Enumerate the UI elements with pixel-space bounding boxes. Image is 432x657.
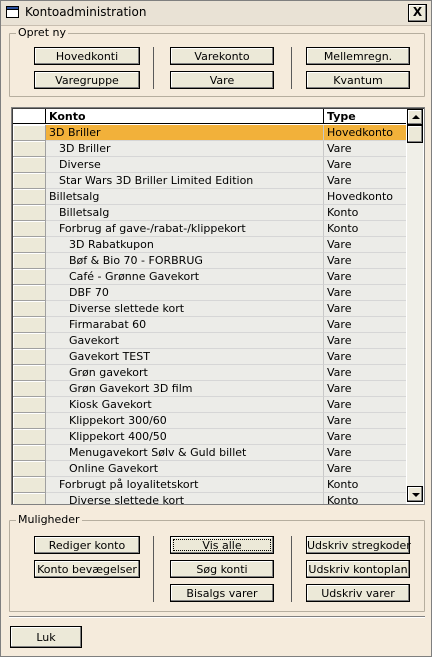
row-selector[interactable] [13,285,46,301]
kvantum-button[interactable]: Kvantum [306,71,410,89]
type-cell[interactable]: Hovedkonto [324,189,406,205]
table-row[interactable] [13,493,406,505]
table-row[interactable] [13,205,406,221]
konto-cell[interactable]: Gavekort [46,333,324,349]
konto-cell[interactable]: Diverse slettede kort [46,301,324,317]
type-cell[interactable]: Vare [324,237,406,253]
type-cell[interactable]: Konto [324,493,406,505]
muligheder-label: Muligheder [18,513,80,526]
konto-cell[interactable]: DBF 70 [46,285,324,301]
type-cell[interactable]: Vare [324,461,406,477]
opret-ny-label: Opret ny [18,26,66,39]
row-selector[interactable] [13,253,46,269]
konto-cell[interactable]: Kiosk Gavekort [46,397,324,413]
type-column-header[interactable]: Type [324,109,406,124]
type-cell[interactable]: Vare [324,285,406,301]
konto-cell[interactable]: Diverse slettede kort [46,493,324,505]
table-row[interactable] [13,349,406,365]
row-selector[interactable] [13,173,46,189]
separator [291,536,292,602]
row-selector[interactable] [13,269,46,285]
type-cell[interactable]: Vare [324,157,406,173]
footer-divider [9,616,425,618]
row-selector[interactable] [13,397,46,413]
table-row[interactable] [13,237,406,253]
table-row[interactable] [13,269,406,285]
konto-cell[interactable]: Menugavekort Sølv & Guld billet [46,445,324,461]
vis-alle-button[interactable]: Vis alle [170,536,274,554]
row-selector[interactable] [13,189,46,205]
table-row[interactable] [13,381,406,397]
row-selector[interactable] [13,493,46,505]
scroll-thumb[interactable] [407,125,423,143]
grid-rows [13,125,406,505]
row-selector[interactable] [13,413,46,429]
table-row[interactable] [13,397,406,413]
arrow-down-icon [412,493,420,497]
type-cell[interactable]: Vare [324,317,406,333]
table-row[interactable] [13,333,406,349]
konto-cell[interactable]: Grøn Gavekort 3D film [46,381,324,397]
separator [291,47,292,89]
konto-cell[interactable]: 3D Rabatkupon [46,237,324,253]
udskriv-varer-button[interactable]: Udskriv varer [306,584,410,602]
row-selector[interactable] [13,429,46,445]
table-row[interactable] [13,125,406,141]
table-row[interactable] [13,429,406,445]
type-cell[interactable]: Konto [324,221,406,237]
row-selector[interactable] [13,221,46,237]
konto-cell[interactable]: Online Gavekort [46,461,324,477]
table-row[interactable] [13,173,406,189]
row-selector[interactable] [13,445,46,461]
table-row[interactable] [13,157,406,173]
type-cell[interactable]: Vare [324,173,406,189]
window-title: Kontoadministration [25,5,147,19]
mellemregn-button[interactable]: Mellemregn. [306,47,410,65]
close-button[interactable]: X [408,4,427,22]
type-cell[interactable]: Konto [324,205,406,221]
konto-cell[interactable]: 3D Briller [46,125,324,141]
konto-cell[interactable]: Billetsalg [46,205,324,221]
vare-button[interactable]: Vare [170,71,274,89]
konto-cell[interactable]: Billetsalg [46,189,324,205]
vertical-scrollbar[interactable] [407,109,423,502]
scroll-down-button[interactable] [407,486,423,502]
grid-header [13,109,406,125]
bisalgs-varer-button[interactable]: Bisalgs varer [170,584,274,602]
table-row[interactable] [13,413,406,429]
konto-cell[interactable]: Forbrugt på loyalitetskort [46,477,324,493]
row-selector[interactable] [13,477,46,493]
type-cell[interactable]: Vare [324,349,406,365]
konto-cell[interactable]: Firmarabat 60 [46,317,324,333]
konto-cell[interactable]: Forbrug af gave-/rabat-/klippekort [46,221,324,237]
type-cell[interactable]: Vare [324,269,406,285]
luk-button[interactable]: Luk [10,626,82,648]
table-row[interactable] [13,221,406,237]
varegruppe-button[interactable]: Varegruppe [34,71,140,89]
title-bar [1,1,431,26]
table-row[interactable] [13,477,406,493]
row-selector[interactable] [13,349,46,365]
row-selector-header [13,109,46,124]
soeg-konti-button[interactable]: Søg konti [170,560,274,578]
konto-cell[interactable]: Bøf & Bio 70 - FORBRUG [46,253,324,269]
konto-cell[interactable]: Grøn gavekort [46,365,324,381]
type-cell[interactable]: Vare [324,333,406,349]
separator [153,47,154,89]
konto-cell[interactable]: Gavekort TEST [46,349,324,365]
scroll-up-button[interactable] [407,109,423,125]
konto-cell[interactable]: Star Wars 3D Briller Limited Edition [46,173,324,189]
arrow-up-icon [412,115,420,119]
row-selector[interactable] [13,317,46,333]
row-selector[interactable] [13,237,46,253]
type-cell[interactable]: Vare [324,253,406,269]
konto-bevaegelser-button[interactable]: Konto bevægelser [34,560,140,578]
udskriv-kontoplan-button[interactable]: Udskriv kontoplan [306,560,410,578]
konto-cell[interactable]: Klippekort 400/50 [46,429,324,445]
row-selector[interactable] [13,141,46,157]
row-selector[interactable] [13,301,46,317]
konto-column-header[interactable]: Konto [46,109,324,124]
konto-grid[interactable] [11,107,425,505]
type-cell[interactable]: Vare [324,445,406,461]
row-selector[interactable] [13,333,46,349]
table-row[interactable] [13,189,406,205]
table-row[interactable] [13,317,406,333]
type-cell[interactable]: Vare [324,141,406,157]
window-icon [6,6,19,18]
type-cell[interactable]: Vare [324,301,406,317]
varekonto-button[interactable]: Varekonto [170,47,274,65]
type-cell[interactable]: Vare [324,413,406,429]
type-cell[interactable]: Hovedkonto [324,125,406,141]
table-row[interactable] [13,141,406,157]
table-row[interactable] [13,301,406,317]
row-selector[interactable] [13,365,46,381]
type-cell[interactable]: Vare [324,381,406,397]
udskriv-stregkoder-button[interactable]: Udskriv stregkoder [306,536,410,554]
konto-cell[interactable]: Café - Grønne Gavekort [46,269,324,285]
row-selector[interactable] [13,157,46,173]
konto-cell[interactable]: Klippekort 300/60 [46,413,324,429]
row-selector[interactable] [13,461,46,477]
separator [153,536,154,602]
hovedkonti-button[interactable]: Hovedkonti [34,47,140,65]
table-row[interactable] [13,365,406,381]
table-row[interactable] [13,461,406,477]
table-row[interactable] [13,253,406,269]
rediger-konto-button[interactable]: Rediger konto [34,536,140,554]
table-row[interactable] [13,445,406,461]
row-selector[interactable] [13,205,46,221]
type-cell[interactable]: Vare [324,365,406,381]
row-selector[interactable] [13,125,46,141]
type-cell[interactable]: Konto [324,477,406,493]
konto-cell[interactable]: Diverse [46,157,324,173]
type-cell[interactable]: Vare [324,397,406,413]
type-cell[interactable]: Vare [324,429,406,445]
row-selector[interactable] [13,381,46,397]
table-row[interactable] [13,285,406,301]
konto-cell[interactable]: 3D Briller [46,141,324,157]
